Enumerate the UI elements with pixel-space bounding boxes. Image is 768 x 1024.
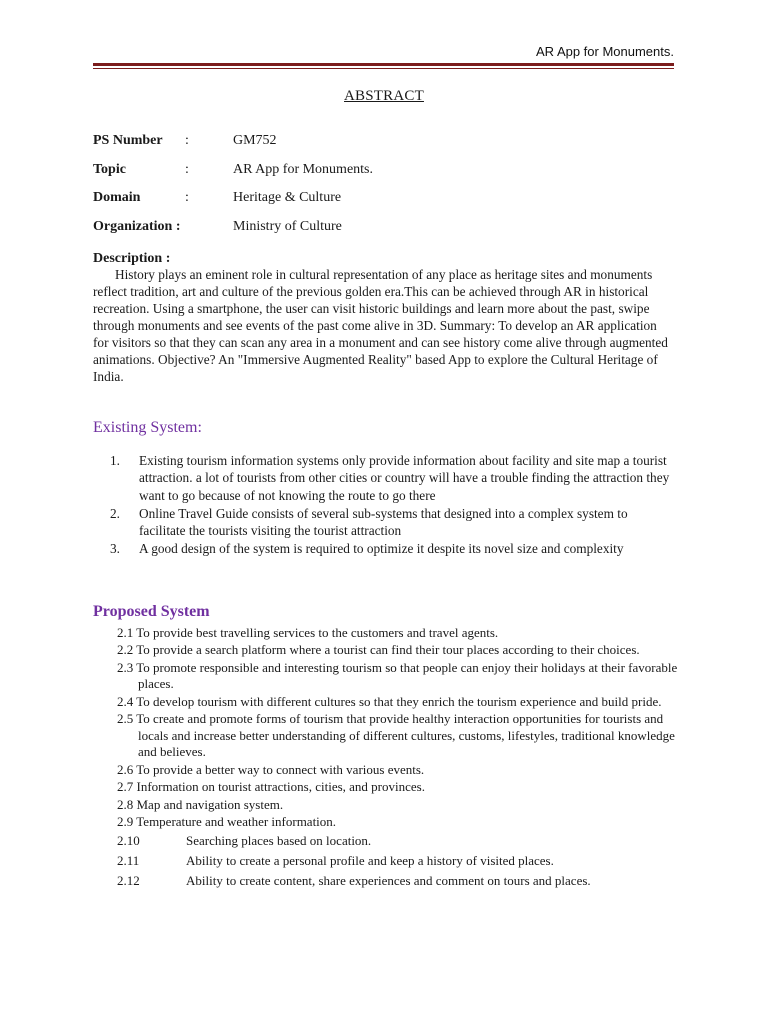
list-text: Searching places based on location. xyxy=(186,832,372,848)
meta-colon: : xyxy=(185,190,189,205)
list-text: A good design of the system is required to optimize it despite its novel size and complexity xyxy=(139,541,624,557)
list-item xyxy=(117,797,679,814)
list-text: Online Travel Guide consists of several sub-systems that designed into a complex system to facilitate the tourists visiting the tourist attraction xyxy=(139,505,628,539)
list-item xyxy=(117,642,679,659)
list-text: Ability to create content, share experiences and comment on tours and places. xyxy=(186,872,591,888)
meta-value: AR App for Monuments. xyxy=(233,162,373,177)
description-label: Description : xyxy=(93,251,171,266)
description-paragraph: History plays an eminent role in cultural representation of any place as heritage sites and monuments reflect tradition, art and culture of the previous golden era.This can be achieved through AR in historical recreation. Using a smartphone, the user can visit historic buildings and learn more about the past, swipe through monuments and see events of the past come alive in 3D. Summary: To develop an AR application for visitors so that they can scan any area in a monument and can see history come alive through augmented animations. Objective? An "Immersive Augmented Reality" based App to explore the Cultural Heritage of India. xyxy=(93,267,668,384)
meta-value: Heritage & Culture xyxy=(233,190,342,205)
list-text: Existing tourism information systems only provide information about facility and site map a tourist attraction. a lot of tourists from other cities or country will have a trouble finding the attraction they want to go because of not knowing the route to go there xyxy=(139,453,670,503)
list-text: 2.7 Information on tourist attractions, cities, and provinces. xyxy=(117,779,425,795)
list-item xyxy=(117,853,679,871)
list-text: 2.8 Map and navigation system. xyxy=(117,796,284,812)
list-item xyxy=(117,779,679,796)
meta-value: Ministry of Culture xyxy=(233,219,342,234)
proposed-system-heading: Proposed System xyxy=(93,603,210,620)
list-number: 2.11 xyxy=(117,852,140,868)
list-item xyxy=(117,625,679,642)
list-text: 2.9 Temperature and weather information. xyxy=(117,813,337,829)
list-item xyxy=(110,452,675,504)
list-text: 2.4 To develop tourism with different cultures so that they enrich the tourism experience and build pride. xyxy=(117,693,662,709)
list-item xyxy=(117,762,679,779)
list-number: 1. xyxy=(110,453,120,468)
list-item xyxy=(117,873,679,891)
running-header: AR App for Monuments. xyxy=(535,44,674,59)
list-text: 2.3 To promote responsible and interesting tourism so that people can enjoy their holidays at their favorable places. xyxy=(117,659,678,692)
meta-colon: : xyxy=(185,162,189,177)
proposed-system-list xyxy=(117,625,679,891)
list-number: 2.12 xyxy=(117,872,140,888)
document-title: ABSTRACT xyxy=(344,88,424,104)
list-text: Ability to create a personal profile and keep a history of visited places. xyxy=(186,852,554,868)
list-item xyxy=(117,833,679,851)
list-item xyxy=(110,505,675,540)
meta-key: Organization : xyxy=(93,219,181,234)
header-rule-thick xyxy=(93,63,674,66)
list-item xyxy=(110,540,675,557)
meta-colon: : xyxy=(185,133,189,148)
list-text: 2.1 To provide best travelling services to the customers and travel agents. xyxy=(117,625,499,640)
header-rule-thin xyxy=(93,68,674,69)
list-item xyxy=(117,694,679,711)
list-text: 2.6 To provide a better way to connect with various events. xyxy=(117,761,425,777)
meta-key: PS Number xyxy=(93,133,163,148)
list-item xyxy=(117,814,679,831)
existing-system-list xyxy=(110,452,675,559)
list-number: 2.10 xyxy=(117,832,140,848)
list-item xyxy=(117,660,679,693)
meta-key: Topic xyxy=(93,162,126,177)
list-item xyxy=(117,711,679,761)
meta-value: GM752 xyxy=(233,133,277,148)
meta-key: Domain xyxy=(93,190,141,205)
existing-system-heading: Existing System: xyxy=(93,419,202,436)
list-text: 2.5 To create and promote forms of tourism that provide healthy interaction opportunities for tourists and locals and increase better understanding of different cultures, customs, lifestyles, traditional knowledge and believes. xyxy=(117,711,675,760)
list-number: 2. xyxy=(110,505,120,521)
list-text: 2.2 To provide a search platform where a tourist can find their tour places according to their choices. xyxy=(117,642,640,658)
list-number: 3. xyxy=(110,541,120,557)
